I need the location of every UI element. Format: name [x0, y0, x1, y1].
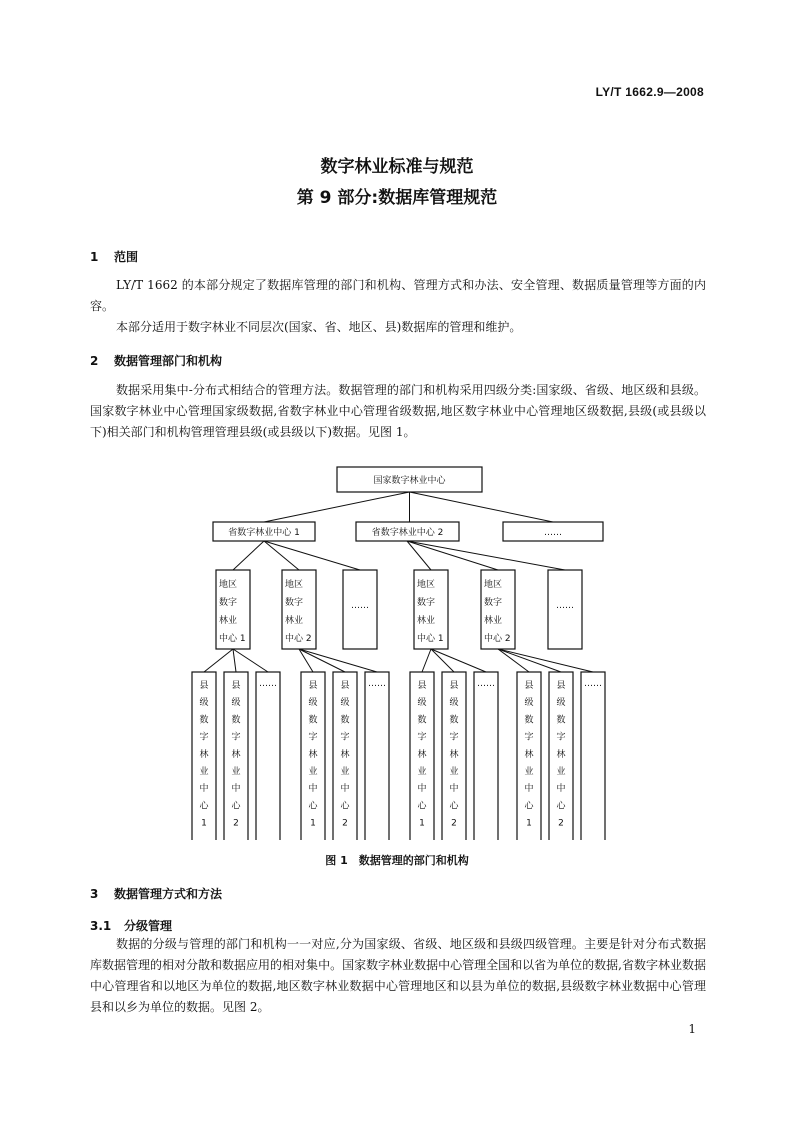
county-label-char: 数	[231, 715, 241, 726]
county-label-char: 2	[233, 818, 239, 829]
district-label: 数字	[417, 598, 436, 608]
county-label-char: 业	[417, 767, 427, 777]
county-label-char: 级	[524, 698, 534, 709]
county-label-char: 级	[308, 698, 318, 709]
connector-line	[264, 541, 360, 570]
county-label-char: 字	[199, 732, 209, 743]
county-label-char: 县	[556, 681, 566, 691]
county-label-char: 中	[340, 784, 350, 795]
province-center-1-label: 省数字林业中心 1	[228, 528, 300, 538]
county-label-char: 林	[417, 749, 427, 760]
county-label-char: 心	[231, 801, 241, 812]
county-label-char: 级	[340, 698, 350, 709]
county-more-4-box	[581, 672, 605, 840]
connector-line	[498, 649, 561, 672]
district-label: 地区	[219, 580, 238, 590]
county-label-char: 林	[231, 749, 241, 760]
district-label: 中心 1	[219, 634, 246, 644]
county-label-char: 县	[340, 681, 350, 691]
county-label-char: 字	[340, 732, 350, 743]
county-label-char: 1	[419, 818, 425, 829]
district-label: 数字	[219, 598, 238, 608]
connector-line	[407, 541, 565, 570]
county-label-char: 2	[451, 818, 457, 829]
district-label: 地区	[484, 580, 503, 590]
county-label-char: 数	[417, 715, 427, 726]
county-label-char: 林	[449, 749, 459, 760]
county-more-3-box	[474, 672, 498, 840]
section-3-heading	[90, 885, 222, 902]
connector-line	[264, 492, 410, 522]
district-label: 林业	[219, 616, 238, 626]
county-label-char: 1	[526, 818, 532, 829]
document-subtitle: 第 9 部分:数据库管理规范	[296, 188, 498, 208]
national-center-label: 国家数字林业中心	[373, 476, 446, 486]
county-more-label: ……	[259, 679, 277, 689]
county-label-char: 级	[231, 698, 241, 709]
province-more-label: ……	[544, 528, 562, 538]
county-label-char: 数	[524, 715, 534, 726]
county-label-char: 数	[449, 715, 459, 726]
county-label-char: 中	[417, 784, 427, 795]
connector-line	[431, 649, 486, 672]
county-label-char: 县	[417, 681, 427, 691]
county-label-char: 数	[199, 715, 209, 726]
section-3-1-heading	[90, 917, 172, 934]
county-label-char: 2	[558, 818, 564, 829]
county-label-char: 业	[556, 767, 566, 777]
county-label-char: 业	[524, 767, 534, 777]
district-label: 中心 1	[417, 634, 444, 644]
page-number: 1	[688, 1022, 696, 1036]
county-label-char: 林	[524, 749, 534, 760]
connector-line	[233, 649, 268, 672]
section-number: 3	[90, 887, 99, 901]
county-label-char: 字	[308, 732, 318, 743]
connector-line	[407, 541, 431, 570]
county-label-char: 1	[310, 818, 316, 829]
county-more-1-box	[256, 672, 280, 840]
county-label-char: 2	[342, 818, 348, 829]
county-label-char: 县	[524, 681, 534, 691]
section-title: 范围	[114, 250, 139, 264]
county-label-char: 心	[556, 801, 566, 812]
org-structure-diagram	[0, 460, 794, 840]
county-label-char: 业	[308, 767, 318, 777]
district-label: 数字	[285, 598, 304, 608]
county-label-char: 字	[449, 732, 459, 743]
section-number: 3.1	[90, 919, 112, 933]
county-more-label: ……	[584, 679, 602, 689]
county-label-char: 心	[524, 801, 534, 812]
section-title: 数据管理部门和机构	[114, 354, 223, 368]
county-label-char: 县	[308, 681, 318, 691]
district-label: 林业	[285, 616, 304, 626]
district-label: 中心 2	[484, 634, 511, 644]
county-label-char: 县	[231, 681, 241, 691]
county-label-char: 心	[417, 801, 427, 812]
county-label-char: 字	[556, 732, 566, 743]
district-label: 林业	[417, 616, 436, 626]
figure-caption: 图 1 数据管理的部门和机构	[325, 854, 469, 867]
county-label-char: 心	[199, 801, 209, 812]
district-label: 林业	[484, 616, 503, 626]
county-label-char: 业	[340, 767, 350, 777]
document-title: 数字林业标准与规范	[320, 157, 474, 177]
section-2-paragraph-1: 数据采用集中-分布式相结合的管理方法。数据管理的部门和机构采用四级分类:国家级、省级、地区级和县级。国家数字林业中心管理国家级数据,省数字林业中心管理省级数据,地区数字林业中心管理地区级数据,县级(或县级以下)相关部门和机构管理管理县级(或县级以下)数据。见图 1。	[90, 383, 706, 439]
county-label-char: 字	[417, 732, 427, 743]
county-label-char: 中	[556, 784, 566, 795]
county-label-char: 级	[417, 698, 427, 709]
county-label-char: 1	[201, 818, 207, 829]
section-1-paragraph-2: 本部分适用于数字林业不同层次(国家、省、地区、县)数据库的管理和维护。	[116, 320, 522, 334]
county-label-char: 级	[556, 698, 566, 709]
county-label-char: 业	[199, 767, 209, 777]
county-label-char: 心	[449, 801, 459, 812]
connector-line	[498, 649, 593, 672]
county-more-label: ……	[368, 679, 386, 689]
section-number: 2	[90, 354, 99, 368]
connector-line	[431, 649, 454, 672]
county-label-char: 级	[449, 698, 459, 709]
section-1-paragraph-1: LY/T 1662 的本部分规定了数据库管理的部门和机构、管理方式和办法、安全管理、数据质量管理等方面的内容。	[90, 278, 706, 313]
province-center-2-label: 省数字林业中心 2	[371, 528, 444, 538]
county-label-char: 林	[340, 749, 350, 760]
county-label-char: 中	[231, 784, 241, 795]
section-title: 数据管理方式和方法	[114, 887, 223, 901]
county-label-char: 中	[449, 784, 459, 795]
connector-line	[233, 649, 236, 672]
county-label-char: 林	[556, 749, 566, 760]
district-label: 地区	[417, 580, 436, 590]
section-3-1-paragraph-1: 数据的分级与管理的部门和机构一一对应,分为国家级、省级、地区级和县级四级管理。主要是针对分布式数据库数据管理的相对分散和数据应用的相对集中。国家数字林业数据中心管理全国和以省为单位的数据,省数字林业数据中心管理省和以地区为单位的数据,地区数字林业数据中心管理地区和以县为单位的数据,县级数字林业数据中心管理县和以乡为单位的数据。见图 2。	[90, 937, 706, 1014]
district-more-label: ……	[351, 601, 369, 611]
county-label-char: 业	[231, 767, 241, 777]
county-label-char: 林	[308, 749, 318, 760]
district-more-label: ……	[556, 601, 574, 611]
county-more-label: ……	[477, 679, 495, 689]
county-more-2-box	[365, 672, 389, 840]
county-label-char: 字	[524, 732, 534, 743]
county-label-char: 中	[524, 784, 534, 795]
section-title: 分级管理	[124, 919, 173, 933]
district-label: 地区	[285, 580, 304, 590]
connector-line	[422, 649, 431, 672]
connector-line	[264, 541, 299, 570]
county-label-char: 数	[556, 715, 566, 726]
county-label-char: 级	[199, 698, 209, 709]
section-1-heading	[90, 248, 138, 265]
county-label-char: 字	[231, 732, 241, 743]
section-number: 1	[90, 250, 99, 264]
county-label-char: 林	[199, 749, 209, 760]
county-label-char: 数	[308, 715, 318, 726]
county-label-char: 县	[449, 681, 459, 691]
county-label-char: 数	[340, 715, 350, 726]
county-label-char: 中	[308, 784, 318, 795]
section-2-heading	[90, 352, 222, 369]
county-label-char: 心	[340, 801, 350, 812]
district-label: 数字	[484, 598, 503, 608]
county-label-char: 中	[199, 784, 209, 795]
county-label-char: 业	[449, 767, 459, 777]
connector-line	[410, 492, 554, 522]
district-label: 中心 2	[285, 634, 312, 644]
connector-line	[204, 649, 233, 672]
connector-line	[233, 541, 264, 570]
county-label-char: 心	[308, 801, 318, 812]
county-label-char: 县	[199, 681, 209, 691]
standard-number: LY/T 1662.9—2008	[595, 85, 704, 99]
